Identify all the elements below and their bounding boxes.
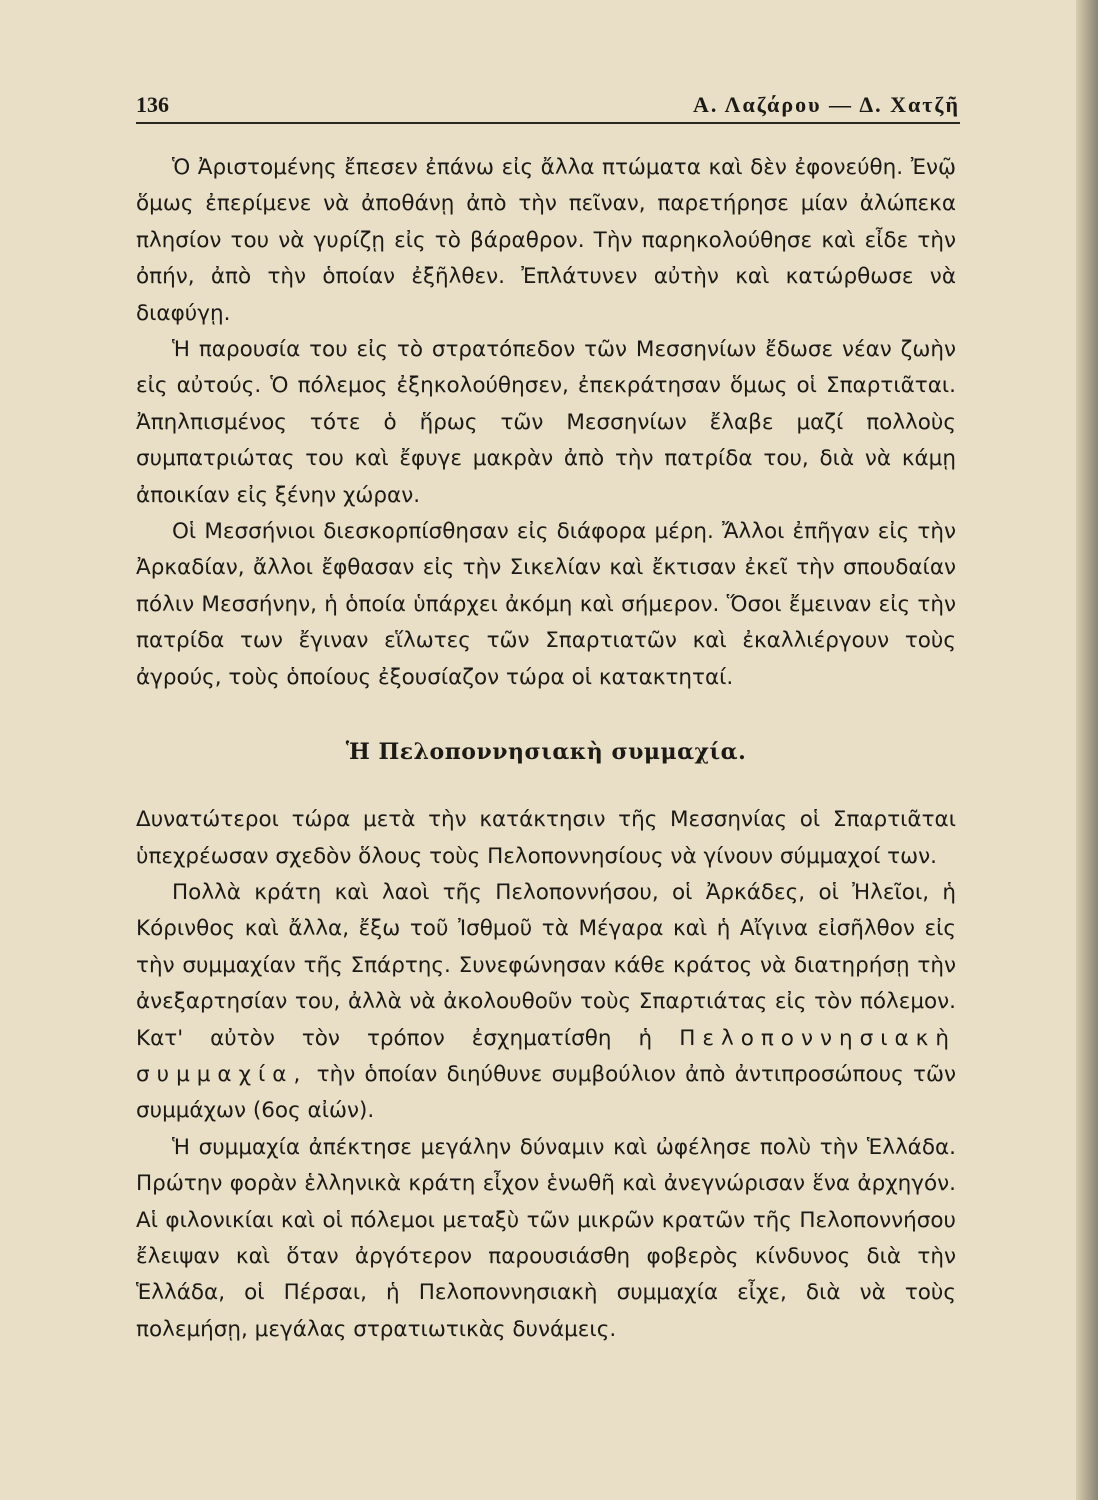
paragraph-text: Πολλὰ κράτη καὶ λαοὶ τῆς Πελοποννήσου, οἱ Ἀρκάδες, οἱ Ἠλεῖοι, ἡ Κόρινθος καὶ ἄλλα, ἔξω τοῦ Ἰσθμοῦ τὰ Μέγαρα καὶ ἡ Αἴγινα εἰσῆλθον εἰς τὴν συμμαχίαν τῆς Σπάρτης. Συνεφώνησαν κάθε κράτος νὰ διατηρήσῃ τὴν ἀνεξαρτησίαν του, ἀλλὰ νὰ ἀκολουθοῦν τοὺς Σπαρτιάτας εἰς τὸν πόλεμον. Κατ' αὐτὸν τὸν τρόπον ἐσχηματίσθη ἡ	[136, 879, 956, 1051]
page-header	[136, 86, 960, 124]
paragraph: Ὁ Ἀριστομένης ἔπεσεν ἐπάνω εἰς ἄλλα πτώματα καὶ δὲν ἐφονεύθη. Ἐνῷ ὅμως ἐπερίμενε νὰ ἀποθάνῃ ἀπὸ τὴν πεῖναν, παρετήρησε μίαν ἀλώπεκα πλησίον του νὰ γυρίζῃ εἰς τὸ βάραθρον. Τὴν παρηκολούθησε καὶ εἶδε τὴν ὀπήν, ἀπὸ τὴν ὁποίαν ἐξῆλθεν. Ἐπλάτυνεν αὐτὴν καὶ κατώρθωσε νὰ διαφύγῃ.	[136, 155, 956, 326]
paragraph-text: τὴν ὁποίαν διηύθυνε συμβούλιον ἀπὸ ἀντιπροσώπους τῶν συμμάχων (6ος αἰών).	[136, 1061, 956, 1124]
page-edge	[1076, 0, 1098, 1500]
paragraph: Ἡ συμμαχία ἀπέκτησε μεγάλην δύναμιν καὶ ὠφέλησε πολὺ τὴν Ἑλλάδα. Πρώτην φορὰν ἑλληνικὰ κράτη εἶχον ἑνωθῆ καὶ ἀνεγνώρισαν ἕνα ἀρχηγόν. Αἱ φιλονικίαι καὶ οἱ πόλεμοι μεταξὺ τῶν μικρῶν κρατῶν τῆς Πελοποννήσου ἔλειψαν καὶ ὅταν ἀργότερον παρουσιάσθη φοβερὸς κίνδυνος διὰ τὴν Ἑλλάδα, οἱ Πέρσαι, ἡ Πελοποννησιακὴ συμμαχία εἶχε, διὰ νὰ τοὺς πολεμήσῃ, μεγάλας στρατιωτικὰς δυνάμεις.	[136, 1134, 956, 1342]
running-title: Α. Λαζάρου — Δ. Χατζῆ	[693, 92, 960, 117]
spaced-term: Πελοποννησιακὴ συμμαχία,	[136, 1025, 956, 1087]
paragraph: Οἱ Μεσσήνιοι διεσκορπίσθησαν εἰς διάφορα μέρη. Ἄλλοι ἐπῆγαν εἰς τὴν Ἀρκαδίαν, ἄλλοι ἔφθασαν εἰς τὴν Σικελίαν καὶ ἔκτισαν ἐκεῖ τὴν σπουδαίαν πόλιν Μεσσήνην, ἡ ὁποία ὑπάρχει ἀκόμη καὶ σήμερον. Ὅσοι ἔμειναν εἰς τὴν πατρίδα των ἔγιναν εἵλωτες τῶν Σπαρτιατῶν καὶ ἐκαλλιέργουν τοὺς ἀγρούς, τοὺς ὁποίους ἐξουσίαζον τώρα οἱ κατακτηταί.	[136, 519, 956, 690]
paragraph: Ἡ παρουσία του εἰς τὸ στρατόπεδον τῶν Μεσσηνίων ἔδωσε νέαν ζωὴν εἰς αὐτούς. Ὁ πόλεμος ἐξηκολούθησεν, ἐπεκράτησαν ὅμως οἱ Σπαρτιᾶται. Ἀπηλπισμένος τότε ὁ ἥρως τῶν Μεσσηνίων ἔλαβε μαζί πολλοὺς συμπατριώτας του καὶ ἔφυγε μακρὰν ἀπὸ τὴν πατρίδα του, διὰ νὰ κάμῃ ἀποικίαν εἰς ξένην χώραν.	[136, 337, 956, 508]
paragraph	[136, 875, 956, 1130]
page-number: 136	[136, 92, 169, 117]
body-text	[136, 150, 956, 1348]
section-heading: Ἡ Πελοποννησιακὴ συμμαχία.	[345, 739, 747, 766]
paragraph: Δυνατώτεροι τώρα μετὰ τὴν κατάκτησιν τῆς Μεσσηνίας οἱ Σπαρτιᾶται ὑπεχρέωσαν σχεδὸν ὅλους τοὺς Πελοποννησίους νὰ γίνουν σύμμαχοί των.	[136, 807, 956, 869]
